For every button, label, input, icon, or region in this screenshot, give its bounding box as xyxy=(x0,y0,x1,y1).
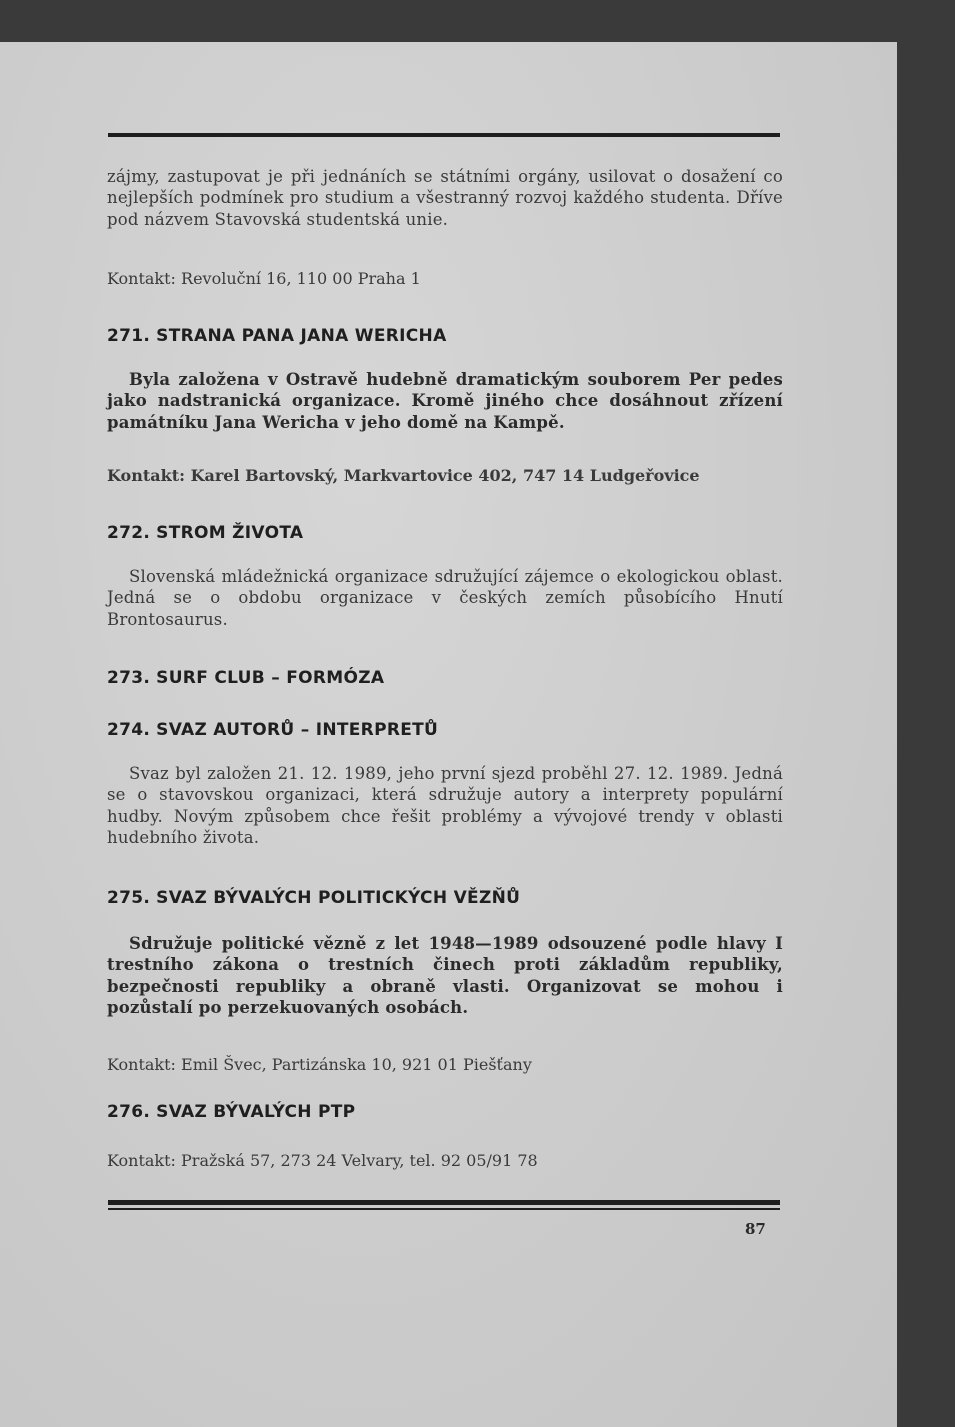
entry-number: 271. xyxy=(107,326,151,346)
entry-271-text: Byla založena v Ostravě hudebně dramatickým souborem Per pedes jako nadstranická organizace. Kromě jiného chce dosáhnout zřízení památníku Jana Wericha v jeho domě na Kampě. xyxy=(107,370,783,432)
entry-272-text: Slovenská mládežnická organizace sdružující zájemce o ekologickou oblast. Jedná se o obdobu organizace v českých zemích působícího Hnutí Brontosaurus. xyxy=(107,567,783,629)
entry-276-contact: Kontakt: Pražská 57, 273 24 Velvary, tel. 92 05/91 78 xyxy=(107,1151,538,1170)
intro-contact: Kontakt: Revoluční 16, 110 00 Praha 1 xyxy=(107,269,421,288)
entry-title: STRANA PANA JANA WERICHA xyxy=(156,326,447,346)
intro-paragraph: zájmy, zastupovat je při jednáních se státními orgány, usilovat o dosažení co nejlepších podmínek pro studium a všestranný rozvoj každého studenta. Dříve pod názvem Stavovská studentská unie. xyxy=(107,167,783,229)
entry-275-text: Sdružuje politické vězně z let 1948—1989 odsouzené podle hlavy I trestního zákona o trestních činech proti základům republiky, bezpečnosti republiky a obraně vlasti. Organizovat se mohou i pozůstalí po perzekuovaných osobách. xyxy=(107,934,783,1017)
bottom-rule xyxy=(108,1200,780,1205)
entry-number: 275. xyxy=(107,888,151,908)
entry-title: STROM ŽIVOTA xyxy=(156,523,304,543)
entry-number: 276. xyxy=(107,1102,151,1122)
entry-272-heading xyxy=(107,523,783,543)
entry-274-text: Svaz byl založen 21. 12. 1989, jeho první sjezd proběhl 27. 12. 1989. Jedná se o stavovskou organizaci, která sdružuje autory a interprety populární hudby. Novým způsobem chce řešit problémy a vývojové trendy v oblasti hudebního života. xyxy=(107,764,783,847)
entry-title: SVAZ BÝVALÝCH PTP xyxy=(156,1102,356,1122)
page-number: 87 xyxy=(745,1220,766,1238)
top-rule xyxy=(108,133,780,137)
entry-271-contact: Kontakt: Karel Bartovský, Markvartovice 402, 747 14 Ludgeřovice xyxy=(107,466,700,485)
entry-number: 273. xyxy=(107,668,151,688)
entry-number: 272. xyxy=(107,523,151,543)
entry-273-heading xyxy=(107,668,783,688)
entry-title: SURF CLUB – FORMÓZA xyxy=(156,668,385,688)
entry-271-heading xyxy=(107,326,783,346)
entry-275-contact: Kontakt: Emil Švec, Partizánska 10, 921 01 Piešťany xyxy=(107,1055,532,1074)
entry-title: SVAZ AUTORŮ – INTERPRETŮ xyxy=(156,720,439,740)
document-page xyxy=(0,42,897,1427)
entry-276-heading xyxy=(107,1102,783,1122)
entry-title: SVAZ BÝVALÝCH POLITICKÝCH VĚZŇŮ xyxy=(156,888,521,908)
entry-274-heading xyxy=(107,720,783,740)
entry-275-heading xyxy=(107,888,783,908)
entry-number: 274. xyxy=(107,720,151,740)
bottom-rule-thin xyxy=(108,1208,780,1210)
